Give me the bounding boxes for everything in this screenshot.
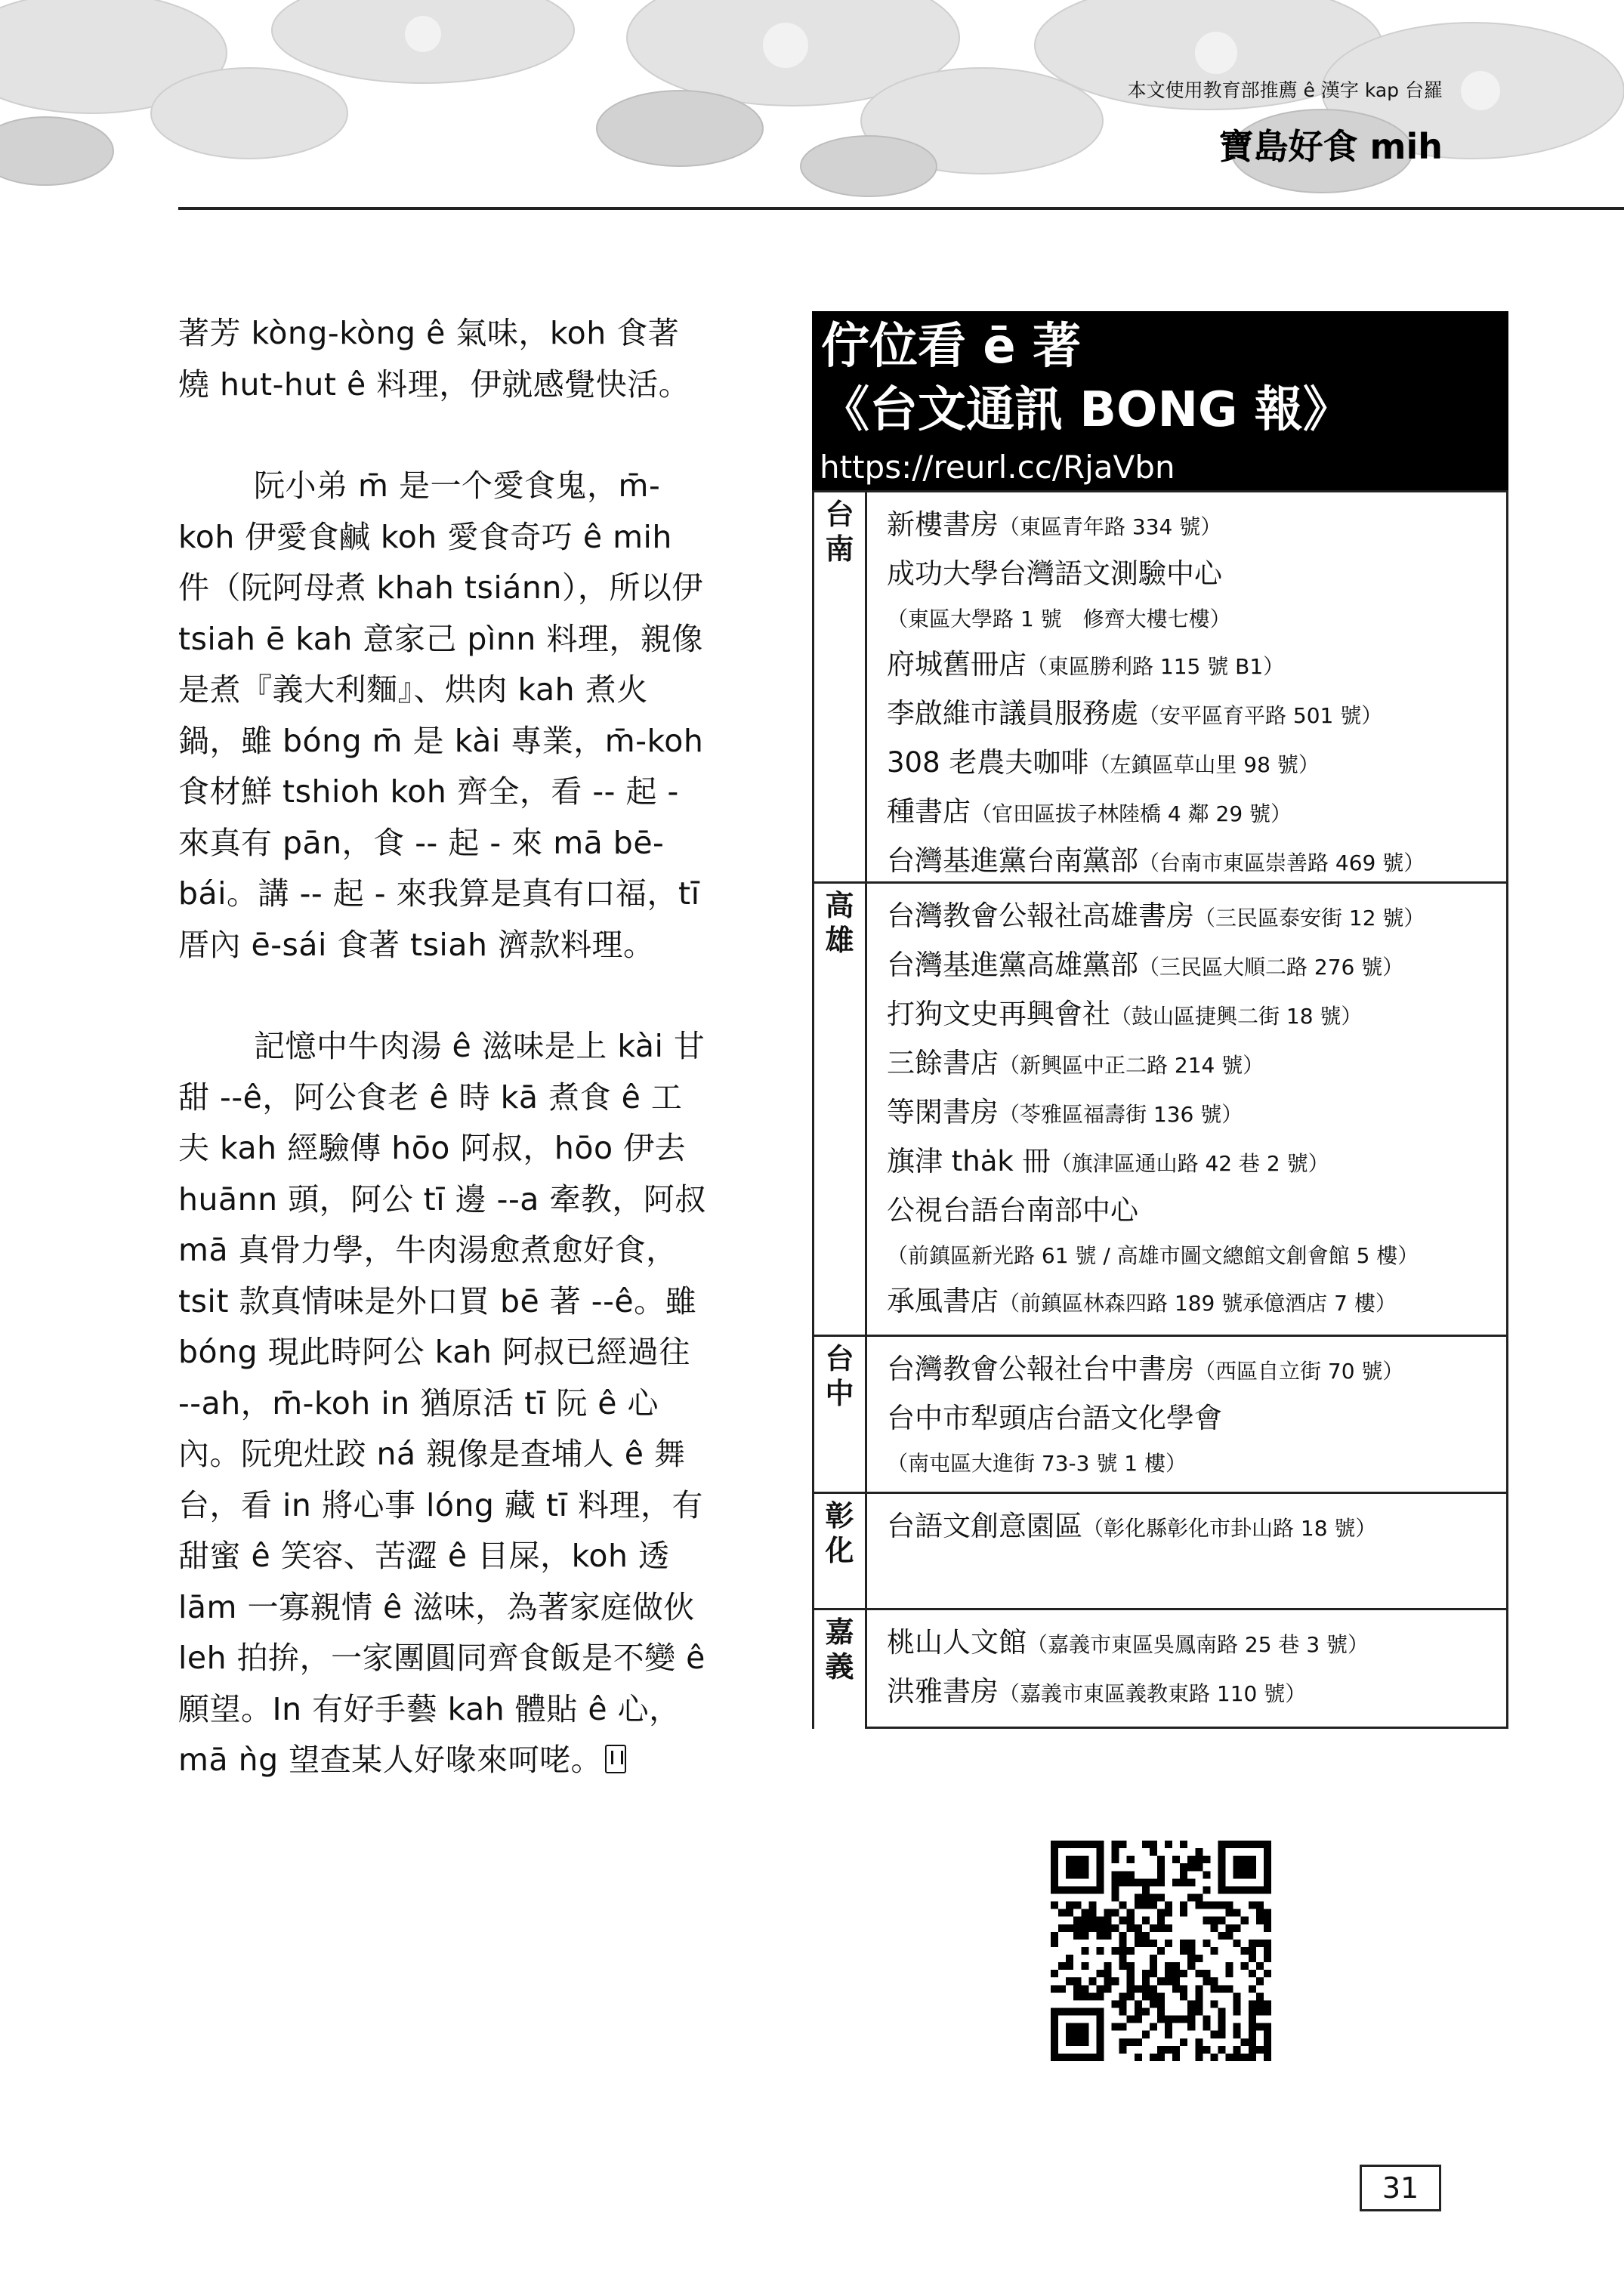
article-paragraph: 阮小弟 m̄ 是一个愛食鬼，m̄-koh 伊愛食鹹 koh 愛食奇巧 ê mih 件（阮阿母煮 khah tsiánn），所以伊 tsiah ē kah 意家己 pìnn 料理，親像是煮『義大利麵』、烘肉 kah 煮火鍋，雖 bóng m̄ 是 kài 專業，m̄-koh 食材鮮 tshioh koh 齊全，看 -- 起 - 來真有 pān，食 -- 起 - 來 mā bē-bái。講 -- 起 - 來我算是真有口福，tī 厝內 ē-sái 食著 tsiah 濟款料理。: [178, 468, 704, 963]
location-entry: 打狗文史再興會社（鼓山區捷興二街 18 號）: [887, 998, 1363, 1030]
location-entry: 等閑書房（苓雅區福壽街 136 號）: [887, 1096, 1243, 1128]
location-entry: 台灣教會公報社台中書房（西區自立街 70 號）: [887, 1353, 1404, 1385]
location-entry: 台灣基進黨台南黨部（台南市東區崇善路 469 號）: [887, 844, 1425, 877]
location-entry: 桃山人文館（嘉義市東區吳鳳南路 25 巷 3 號）: [887, 1626, 1369, 1659]
location-address: （東區大學路 1 號 修齊大樓七樓）: [887, 606, 1231, 631]
flower-background-graphic: [0, 0, 1624, 215]
region-entries: [887, 893, 1502, 1327]
region-changhua: [814, 1492, 1506, 1608]
region-chiayi: [814, 1608, 1506, 1729]
region-tainan: [814, 490, 1506, 881]
region-entries: [887, 1346, 1502, 1486]
qr-code-graphic: [1051, 1841, 1271, 2061]
location-entry: 台語文創意園區（彰化縣彰化市卦山路 18 號）: [887, 1510, 1377, 1542]
location-entry: 成功大學台灣語文測驗中心: [887, 557, 1222, 590]
header-decoration: [0, 0, 1624, 215]
location-entry: 三餘書店（新興區中正二路 214 號）: [887, 1047, 1264, 1079]
header-divider: [178, 207, 1624, 210]
qr-code[interactable]: [1051, 1841, 1271, 2061]
region-kaohsiung: [814, 881, 1506, 1335]
location-entry: 公視台語台南部中心: [887, 1194, 1138, 1227]
location-entry: 308 老農夫咖啡（左鎮區草山里 98 號）: [887, 746, 1320, 779]
location-entry: 府城舊冊店（東區勝利路 115 號 B1）: [887, 648, 1285, 680]
region-label: 台南: [814, 492, 867, 881]
article-paragraph: [178, 1021, 707, 1786]
info-box-title: 佇位看 ē 著: [821, 319, 1081, 375]
region-entries: [887, 1503, 1502, 1552]
region-label: 嘉義: [814, 1610, 867, 1729]
location-entry: 種書店（官田區拔子林陸橋 4 鄰 29 號）: [887, 795, 1292, 828]
region-taichung: [814, 1335, 1506, 1492]
location-address: （南屯區大進街 73-3 號 1 樓）: [887, 1451, 1187, 1476]
region-label: 高雄: [814, 884, 867, 1335]
info-box-subtitle: 《台文通訊 BONG 報》: [821, 382, 1351, 438]
location-address: （前鎮區新光路 61 號 / 高雄市圖文總館文創會館 5 樓）: [887, 1243, 1419, 1268]
region-label: 台中: [814, 1337, 867, 1492]
region-entries: [887, 1619, 1502, 1717]
page-number: 31: [1360, 2165, 1441, 2211]
end-of-article-icon: [605, 1745, 626, 1773]
region-entries: [887, 501, 1502, 887]
location-entry: 旗津 thȧk 冊（旗津區通山路 42 巷 2 號）: [887, 1145, 1329, 1177]
article-body: [178, 308, 707, 1786]
location-entry: 新樓書房（東區青年路 334 號）: [887, 508, 1222, 541]
article-paragraph: 著芳 kòng-kòng ê 氣味，koh 食著燒 hut-hut ê 料理，伊就感覺快活。: [178, 315, 690, 403]
locations-table: [812, 490, 1508, 1729]
location-entry: 洪雅書房（嘉義市東區義教東路 110 號）: [887, 1675, 1307, 1708]
location-entry: 台中市犁頭店台語文化學會: [887, 1402, 1222, 1434]
info-box-header: [812, 311, 1508, 490]
info-box-url[interactable]: https://reurl.cc/RjaVbn: [820, 449, 1175, 486]
header-meta: 本文使用教育部推薦 ê 漢字 kap 台羅: [1127, 79, 1443, 101]
article-paragraph-text: 記憶中牛肉湯 ê 滋味是上 kài 甘甜 --ê，阿公食老 ê 時 kā 煮食 ê 工夫 kah 經驗傳 hōo 阿叔，hōo 伊去 huānn 頭，阿公 tī 邊 --a 牽教，阿叔 mā 真骨力學，牛肉湯愈煮愈好食，tsit 款真情味是外口買 bē 著 --ê。雖 bóng 現此時阿公 kah 阿叔已經過往 --ah，m̄-koh in 猶原活 tī 阮 ê 心內。阮兜灶跤 ná 親像是查埔人 ê 舞台，看 in 將心事 lóng 藏 tī 料理，有甜蜜 ê 笑容、苦澀 ê 目屎，koh 透 lām 一寡親情 ê 滋味，為著家庭做伙 leh 拍拚，一家團圓同齊食飯是不變 ê 願望。In 有好手藝 kah 體貼 ê 心，mā ǹg 望查某人好喙來呵咾。: [178, 1028, 706, 1778]
region-label: 彰化: [814, 1494, 867, 1608]
location-entry: 台灣教會公報社高雄書房（三民區泰安街 12 號）: [887, 900, 1425, 932]
location-entry: 台灣基進黨高雄黨部（三民區大順二路 276 號）: [887, 949, 1404, 981]
location-entry: 李啟維市議員服務處（安平區育平路 501 號）: [887, 697, 1383, 730]
location-entry: 承風書店（前鎮區林森四路 189 號承億酒店 7 樓）: [887, 1285, 1397, 1317]
section-title: 寶島好食 mih: [1218, 126, 1443, 167]
